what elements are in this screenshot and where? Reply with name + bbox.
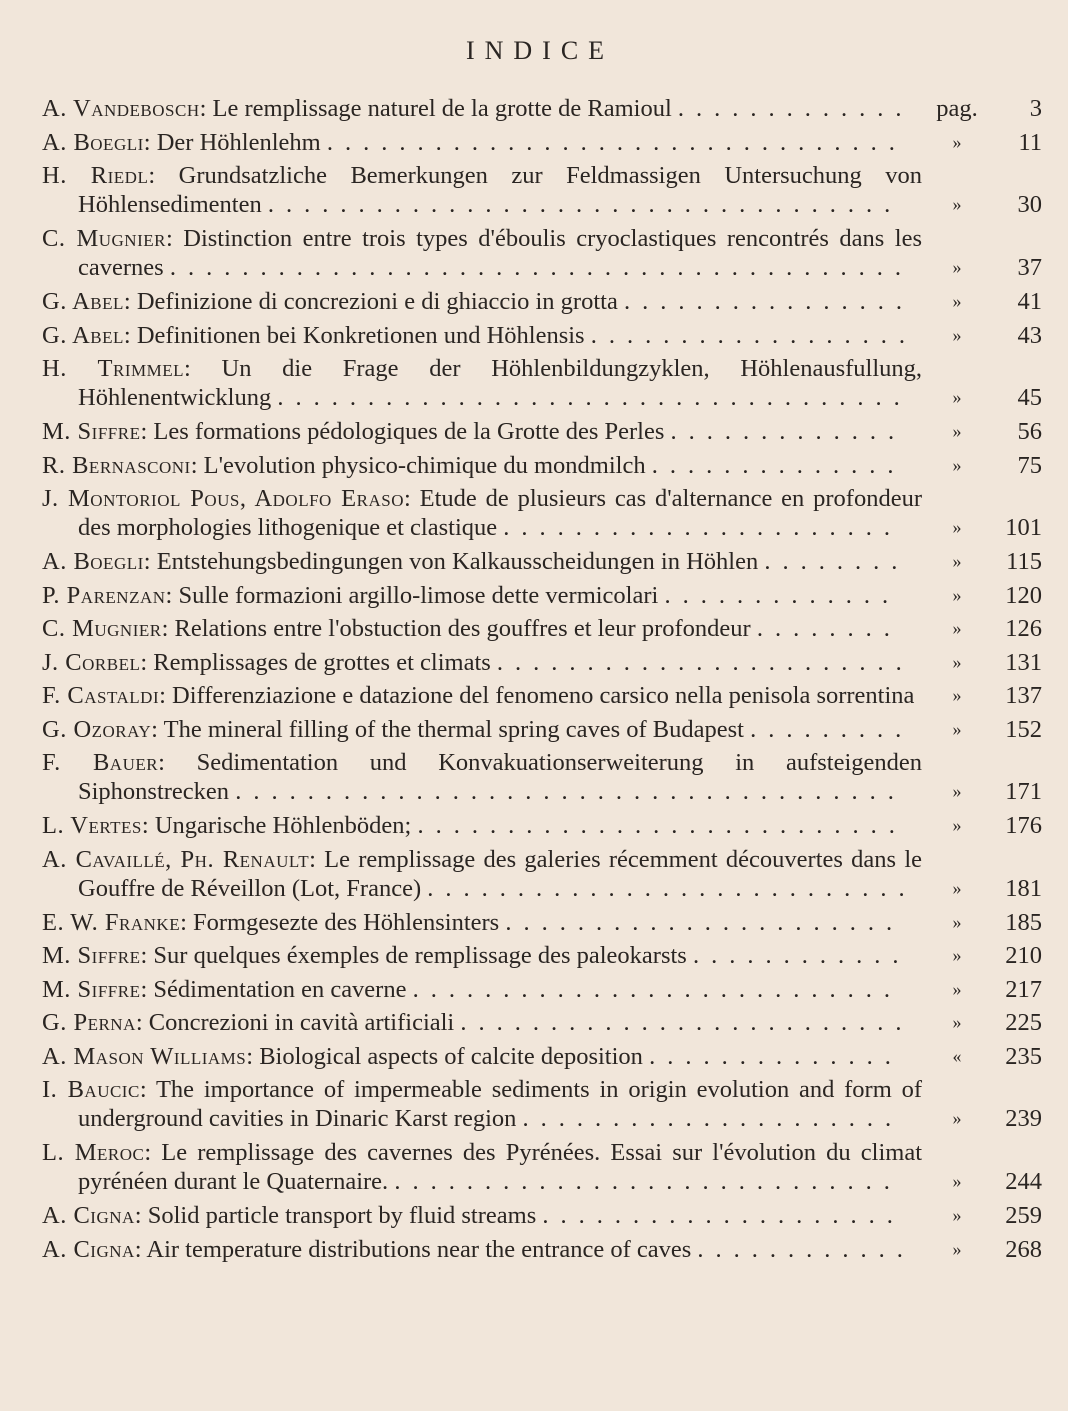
ditto-mark: » <box>952 551 962 571</box>
ditto-mark: » <box>952 257 962 277</box>
toc-entry <box>42 547 1042 576</box>
page-number: 235 <box>1005 1042 1042 1070</box>
leader-dots: ................................... <box>267 191 903 218</box>
leader-dots: ................................... <box>277 384 912 411</box>
entry-title: Le remplissage des galeries récemment découvertes dans le Gouffre de Réveillon (Lot, France) <box>78 845 922 902</box>
page-number: 152 <box>1005 715 1042 743</box>
entry-text <box>42 845 922 903</box>
entry-title: Etude de plusieurs cas d'alternance en profondeur des morphologies lithogenique et clastique <box>78 485 922 541</box>
entry-author: L. Meroc <box>42 1139 145 1166</box>
leader-dots: ...................... <box>503 514 903 541</box>
entry-author: R. Bernasconi <box>42 451 191 479</box>
leader-dots: .................. <box>590 321 917 349</box>
toc-entry <box>42 908 1042 937</box>
entry-author: F. Castaldi <box>42 682 160 709</box>
leader-dots: ........................... <box>427 874 917 902</box>
entry-title: Definitionen bei Konkretionen und Höhlensis <box>136 321 585 349</box>
entry-title: Definizione di concrezioni e di ghiaccio in grotta <box>136 288 618 315</box>
entry-text <box>42 451 922 480</box>
author-separator: : <box>158 749 197 776</box>
ditto-mark: » <box>952 651 962 672</box>
ditto-mark: » <box>952 421 962 441</box>
page-number: 268 <box>1005 1235 1042 1263</box>
ditto-mark: » <box>952 781 962 801</box>
author-separator: : <box>199 95 213 122</box>
entry-title: Differenziazione e datazione del fenomeno carsico nella penisola sorrentina <box>172 682 915 709</box>
page-number: 3 <box>1029 95 1042 122</box>
leader-dots: ................ <box>623 288 914 315</box>
entry-title: Le remplissage des cavernes des Pyrénées. Essai sur l'évolution du climat pyrénéen durant le Quaternaire. <box>78 1139 922 1195</box>
entry-text <box>42 547 922 576</box>
leader-dots: ............. <box>670 418 907 445</box>
entry-author: G. Abel <box>42 321 124 349</box>
page-number: 41 <box>1017 288 1042 315</box>
leader-dots: ........................... <box>412 975 902 1003</box>
toc-entry <box>42 1008 1042 1037</box>
entry-title: Relations entre l'obstuction des gouffres et leur profondeur <box>174 615 751 642</box>
entry-text <box>42 484 922 542</box>
toc-entry <box>42 811 1042 840</box>
entry-text <box>42 417 922 446</box>
toc-entry <box>42 321 1042 350</box>
entry-text <box>42 1235 922 1264</box>
leader-dots: ...................... <box>505 908 905 936</box>
page-number: 11 <box>1018 128 1042 156</box>
leader-dots: ............................ <box>394 1168 902 1195</box>
author-separator: : <box>309 845 325 873</box>
page-number: 120 <box>1005 581 1042 609</box>
author-separator: : <box>184 355 222 382</box>
entry-text <box>42 1138 922 1196</box>
entry-text <box>42 1042 922 1071</box>
ditto-mark: » <box>952 194 962 214</box>
page-number: 30 <box>1017 191 1042 218</box>
author-separator: : <box>148 162 179 189</box>
toc-entry <box>42 845 1042 903</box>
leader-dots: ........ <box>764 548 910 575</box>
ditto-mark: » <box>952 815 962 835</box>
entry-title: Concrezioni in cavità artificiali <box>148 1009 455 1036</box>
entry-author: P. Parenzan <box>42 581 166 609</box>
page-number: 137 <box>1005 682 1042 709</box>
entry-title: Air temperature distributions near the entrance of caves <box>146 1235 692 1263</box>
leader-dots: ......................................... <box>169 254 913 281</box>
entry-text <box>42 975 922 1004</box>
ditto-mark: » <box>952 911 962 932</box>
toc-entry <box>42 975 1042 1004</box>
author-separator: : <box>165 581 179 609</box>
page-number: 45 <box>1017 384 1042 411</box>
ditto-mark: » <box>952 1108 962 1128</box>
toc-entry <box>42 224 1042 282</box>
author-separator: : <box>143 128 157 156</box>
toc-entry <box>42 451 1042 480</box>
toc-entry <box>42 748 1042 806</box>
ditto-mark: » <box>952 517 962 537</box>
page-number: 259 <box>1005 1202 1042 1229</box>
ditto-mark: « <box>952 1045 962 1066</box>
author-separator: : <box>159 682 173 709</box>
author-separator: : <box>140 942 154 969</box>
page-number: 176 <box>1005 812 1042 839</box>
leader-dots: ........ <box>756 615 902 642</box>
toc-entry <box>42 287 1042 316</box>
entry-author: A. Mason Williams <box>42 1042 247 1070</box>
page-number: 43 <box>1017 321 1042 349</box>
entry-title: The importance of impermeable sediments in origin evolution and form of underground cavities in Dinaric Karst region <box>78 1076 922 1132</box>
author-separator: : <box>134 1202 148 1229</box>
page-number: 210 <box>1005 942 1042 969</box>
ditto-mark: » <box>952 978 962 999</box>
leader-dots: ......................... <box>460 1009 914 1036</box>
entry-text <box>42 614 922 643</box>
toc-entry <box>42 614 1042 643</box>
entry-title: Entstehungsbedingungen von Kalkausscheidungen in Höhlen <box>156 548 759 575</box>
entry-text <box>42 321 922 350</box>
ditto-mark: » <box>952 718 962 739</box>
author-separator: : <box>180 908 194 936</box>
ditto-mark: » <box>952 454 962 475</box>
entry-text <box>42 1008 922 1037</box>
page-number: 225 <box>1005 1009 1042 1036</box>
toc-entry <box>42 648 1042 677</box>
entry-title: Distinction entre trois types d'éboulis cryoclastiques rencontrés dans les cavernes <box>78 225 922 281</box>
entry-text <box>42 287 922 316</box>
entry-text <box>42 681 922 710</box>
author-separator: : <box>190 451 204 479</box>
leader-dots: ............ <box>697 1235 915 1263</box>
author-separator: : <box>135 1009 149 1036</box>
author-separator: : <box>123 288 137 315</box>
leader-dots: ..................... <box>522 1105 904 1132</box>
page-number: 56 <box>1017 418 1042 445</box>
entry-text <box>42 648 922 677</box>
entry-title: Un die Frage der Höhlenbildungzyklen, Höhlenausfullung, Höhlenentwicklung <box>78 355 922 411</box>
leader-dots: ............. <box>677 95 914 122</box>
entry-text <box>42 811 922 840</box>
toc-entry <box>42 941 1042 970</box>
ditto-mark: » <box>952 618 962 638</box>
entry-author: M. Siffre <box>42 942 141 969</box>
author-separator: : <box>151 715 164 743</box>
page-number: 115 <box>1006 548 1042 575</box>
entry-author: M. Siffre <box>42 418 141 445</box>
entry-title: Sedimentation und Konvakuationserweiterung in aufsteigenden Siphonstrecken <box>78 749 922 805</box>
ditto-mark: » <box>952 387 962 407</box>
ditto-mark: pag. <box>936 95 978 122</box>
leader-dots: ............ <box>692 942 911 969</box>
author-separator: : <box>139 1076 156 1103</box>
entry-text <box>42 908 922 937</box>
ditto-mark: » <box>952 877 962 898</box>
toc-entry <box>42 161 1042 219</box>
author-separator: : <box>143 548 157 575</box>
entry-author: G. Abel <box>42 288 124 315</box>
author-separator: : <box>140 975 154 1003</box>
leader-dots: .............. <box>651 451 906 479</box>
entry-title: Sédimentation en caverne <box>153 975 407 1003</box>
entry-title: Sur quelques éxemples de remplissage des paleokarsts <box>153 942 687 969</box>
toc-entry <box>42 1201 1042 1230</box>
author-separator: : <box>165 225 184 252</box>
author-separator: : <box>140 648 154 676</box>
author-separator: : <box>123 321 137 349</box>
page-number: 185 <box>1005 908 1042 936</box>
ditto-mark: » <box>952 291 962 311</box>
entry-text <box>42 748 922 806</box>
leader-dots: ................................ <box>326 128 907 156</box>
toc-entry <box>42 581 1042 610</box>
ditto-mark: » <box>952 324 962 345</box>
entry-author: H. Riedl <box>42 162 149 189</box>
entry-title: Formgesezte des Höhlensinters <box>193 908 500 936</box>
entry-title: Biological aspects of calcite deposition <box>259 1042 643 1070</box>
author-separator: : <box>140 418 154 445</box>
ditto-mark: » <box>952 1171 962 1191</box>
page-number: 126 <box>1005 615 1042 642</box>
page-title: INDICE <box>465 36 615 65</box>
entry-author: A. Boegli <box>42 548 144 575</box>
entry-title: Le remplissage naturel de la grotte de Ramioul <box>212 95 672 122</box>
entry-text <box>42 1075 922 1133</box>
author-separator: : <box>161 615 175 642</box>
entry-author: A. Cigna <box>42 1202 135 1229</box>
author-separator: : <box>134 1235 147 1263</box>
table-of-contents <box>42 94 1042 1264</box>
toc-entry <box>42 715 1042 744</box>
page-number: 75 <box>1017 451 1042 479</box>
entry-author: F. Bauer <box>42 749 159 776</box>
page-number: 171 <box>1005 778 1042 805</box>
entry-text <box>42 941 922 970</box>
author-separator: : <box>144 1139 162 1166</box>
entry-author: A. Boegli <box>42 128 144 156</box>
entry-author: E. W. Franke <box>42 908 181 936</box>
entry-title: Remplissages de grottes et climats <box>153 648 491 676</box>
entry-text <box>42 581 922 610</box>
page-number: 181 <box>1005 874 1042 902</box>
page-number: 244 <box>1005 1168 1042 1195</box>
toc-entry <box>42 681 1042 710</box>
ditto-mark: » <box>952 1238 962 1259</box>
entry-author: J. Montoriol Pous, Adolfo Eraso <box>42 485 404 512</box>
leader-dots: ............. <box>664 581 901 609</box>
toc-entry <box>42 354 1042 412</box>
entry-author: C. Mugnier <box>42 615 162 642</box>
ditto-mark: » <box>952 1012 962 1032</box>
entry-title: L'evolution physico-chimique du mondmilch <box>203 451 646 479</box>
entry-author: H. Trimmel <box>42 355 185 382</box>
page-number: 37 <box>1017 254 1042 281</box>
entry-text <box>42 715 922 744</box>
entry-text <box>42 224 922 282</box>
leader-dots: ..................................... <box>235 778 906 805</box>
leader-dots: ........................... <box>417 812 907 839</box>
ditto-mark: » <box>952 131 962 152</box>
toc-entry <box>42 1138 1042 1196</box>
entry-text <box>42 161 922 219</box>
ditto-mark: » <box>952 584 962 605</box>
entry-author: C. Mugnier <box>42 225 166 252</box>
author-separator: : <box>403 485 420 512</box>
page-number: 101 <box>1005 514 1042 541</box>
entry-title: Grundsatzliche Bemerkungen zur Feldmassigen Untersuchung von Höhlensedimenten <box>78 162 923 218</box>
entry-text <box>42 128 922 157</box>
page-number: 131 <box>1005 648 1042 676</box>
entry-text <box>42 1201 922 1230</box>
entry-title: Ungarische Höhlenböden; <box>154 812 412 839</box>
leader-dots: .................... <box>542 1202 905 1229</box>
entry-title: Les formations pédologiques de la Grotte des Perles <box>153 418 665 445</box>
ditto-mark: » <box>952 685 962 705</box>
toc-entry <box>42 1075 1042 1133</box>
entry-text <box>42 354 922 412</box>
toc-entry <box>42 94 1042 123</box>
entry-author: A. Vandebosch <box>42 95 200 122</box>
author-separator: : <box>246 1042 260 1070</box>
entry-author: A. Cavaillé, Ph. Renault <box>42 845 310 873</box>
leader-dots: ......... <box>750 715 914 743</box>
ditto-mark: » <box>952 1205 962 1225</box>
entry-text <box>42 94 922 123</box>
entry-author: I. Baucic <box>42 1076 140 1103</box>
entry-author: L. Vertes <box>42 812 142 839</box>
toc-entry <box>42 417 1042 446</box>
entry-author: A. Cigna <box>42 1235 135 1263</box>
entry-author: G. Ozoray <box>42 715 152 743</box>
page-number: 217 <box>1005 975 1042 1003</box>
author-separator: : <box>141 812 155 839</box>
toc-entry <box>42 1042 1042 1071</box>
entry-title: Sulle formazioni argillo-limose dette vermicolari <box>178 581 659 609</box>
toc-entry <box>42 1235 1042 1264</box>
toc-entry <box>42 484 1042 542</box>
entry-author: G. Perna <box>42 1009 136 1036</box>
entry-title: The mineral filling of the thermal spring caves of Budapest <box>163 715 744 743</box>
entry-author: M. Siffre <box>42 975 141 1003</box>
leader-dots: .............. <box>649 1042 903 1070</box>
ditto-mark: » <box>952 945 962 965</box>
leader-dots: ....................... <box>496 648 914 676</box>
page-number: 239 <box>1005 1105 1042 1132</box>
entry-title: Solid particle transport by fluid streams <box>147 1202 537 1229</box>
entry-author: J. Corbel <box>42 648 141 676</box>
entry-title: Der Höhlenlehm <box>156 128 321 156</box>
toc-entry <box>42 128 1042 157</box>
